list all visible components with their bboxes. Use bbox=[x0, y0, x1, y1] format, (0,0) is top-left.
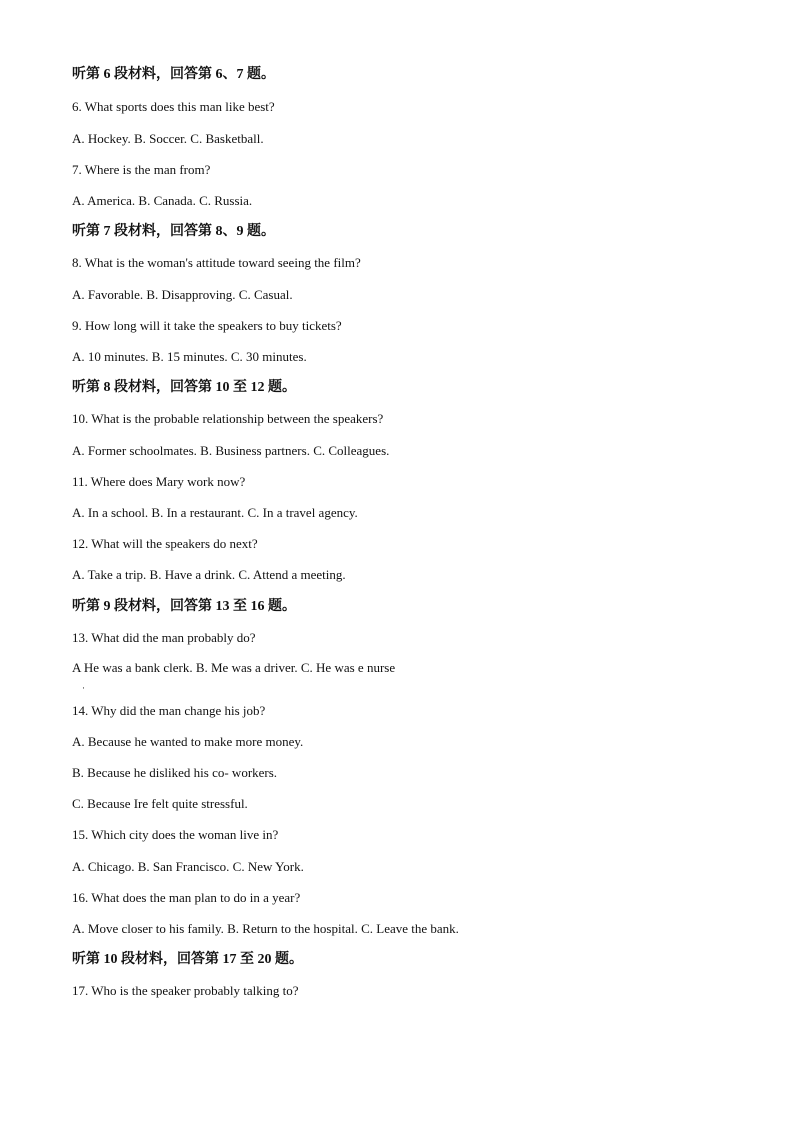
answer-option: C. Because Ire felt quite stressful. bbox=[72, 796, 248, 811]
section-heading: 听第 10 段材料，回答第 17 至 20 题。 bbox=[72, 952, 303, 967]
question-text: 16. What does the man plan to do in a year? bbox=[72, 890, 301, 905]
question-text: 10. What is the probable relationship between the speakers? bbox=[72, 411, 384, 426]
answer-options: A. Favorable. B. Disapproving. C. Casual. bbox=[72, 287, 293, 302]
question-text: 12. What will the speakers do next? bbox=[72, 536, 258, 551]
answer-options: A. America. B. Canada. C. Russia. bbox=[72, 193, 253, 208]
stray-dot-mark: · bbox=[82, 683, 85, 693]
section-heading: 听第 7 段材料，回答第 8、9 题。 bbox=[72, 224, 275, 239]
answer-options: A. Move closer to his family. B. Return to the hospital. C. Leave the bank. bbox=[72, 921, 459, 936]
answer-option: A. Because he wanted to make more money. bbox=[72, 734, 304, 749]
answer-options: A. Former schoolmates. B. Business partners. C. Colleagues. bbox=[72, 443, 390, 458]
answer-option: B. Because he disliked his co- workers. bbox=[72, 765, 278, 780]
answer-options: A. Chicago. B. San Francisco. C. New York. bbox=[72, 859, 304, 874]
question-text: 15. Which city does the woman live in? bbox=[72, 827, 279, 842]
question-text: 11. Where does Mary work now? bbox=[72, 474, 246, 489]
section-heading: 听第 6 段材料，回答第 6、7 题。 bbox=[72, 67, 275, 82]
question-text: 8. What is the woman's attitude toward seeing the film? bbox=[72, 255, 361, 270]
question-text: 17. Who is the speaker probably talking to? bbox=[72, 983, 299, 998]
question-text: 6. What sports does this man like best? bbox=[72, 99, 275, 114]
answer-options: A. In a school. B. In a restaurant. C. In a travel agency. bbox=[72, 505, 358, 520]
question-text: 9. How long will it take the speakers to buy tickets? bbox=[72, 318, 342, 333]
answer-options: A. Take a trip. B. Have a drink. C. Attend a meeting. bbox=[72, 567, 346, 582]
answer-options: A. Hockey. B. Soccer. C. Basketball. bbox=[72, 131, 264, 146]
question-text: 13. What did the man probably do? bbox=[72, 630, 256, 645]
question-text: 7. Where is the man from? bbox=[72, 162, 211, 177]
question-text: 14. Why did the man change his job? bbox=[72, 703, 266, 718]
section-heading: 听第 8 段材料，回答第 10 至 12 题。 bbox=[72, 380, 296, 395]
answer-options: A He was a bank clerk. B. Me was a driver. C. He was e nurse bbox=[72, 660, 396, 675]
section-heading: 听第 9 段材料，回答第 13 至 16 题。 bbox=[72, 599, 296, 614]
answer-options: A. 10 minutes. B. 15 minutes. C. 30 minutes. bbox=[72, 349, 307, 364]
